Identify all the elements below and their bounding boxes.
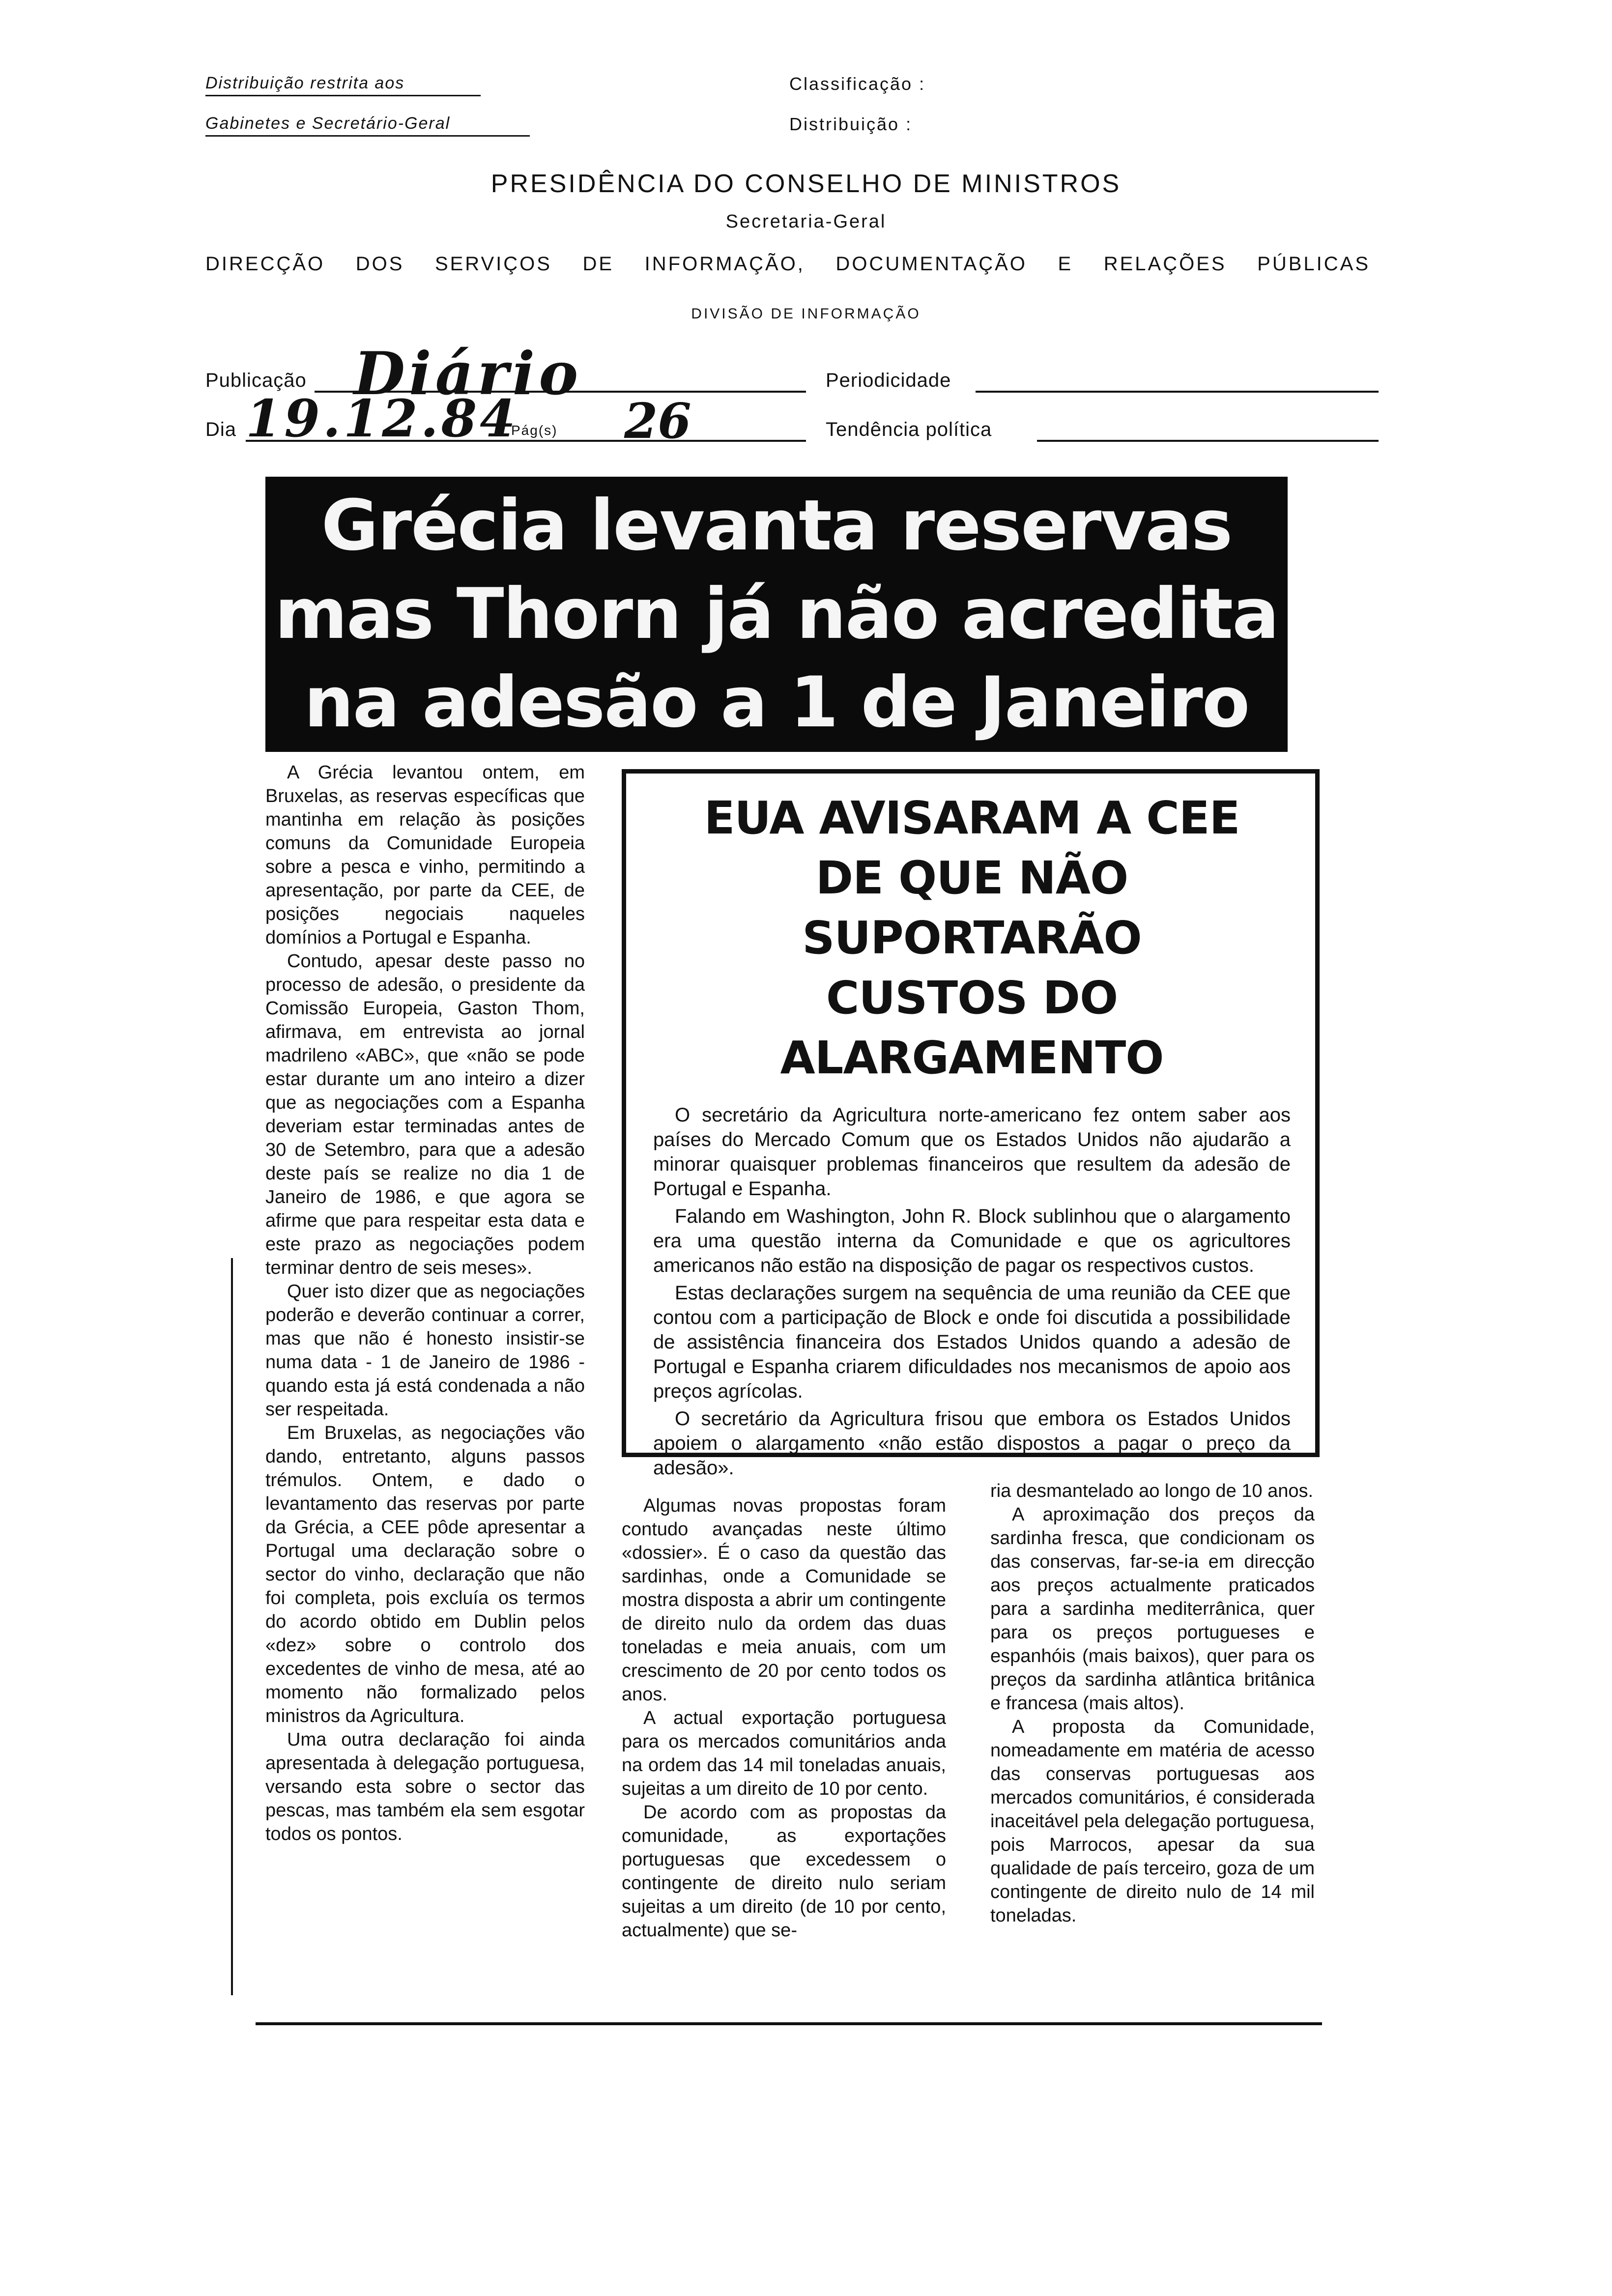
column-3-paragraph: A proposta da Comunidade, nomeadamente em matéria de acesso das conservas portuguesas aos mercados comunitários, é considerada inaceitável pela delegação portuguesa, pois Marrocos, apesar da sua qualidade de país terceiro, goza de um contingente de direito nulo de 14 mil toneladas. <box>990 1717 1315 1926</box>
bottom-rule <box>256 2022 1322 2025</box>
headline-line-3: na adesão a 1 de Janeiro <box>304 662 1249 743</box>
periodicity-blank <box>976 391 1379 393</box>
day-handwritten: 19.12.84 <box>246 388 518 449</box>
sidebar-title-line-2: DE QUE NÃO SUPORTARÃO <box>802 852 1142 964</box>
distribution-label: Distribuição : <box>789 114 913 134</box>
column-1-paragraph: Quer isto dizer que as negociações poderão e deverão continuar a correr, mas que não é honesto insistir-se numa data - 1 de Janeiro de 1986 - quando esta já está condenada a não ser respeitada. <box>265 1281 585 1420</box>
column-1-paragraph: Em Bruxelas, as negociações vão dando, entretanto, alguns passos trémulos. Ontem, e dado o levantamento das reservas por parte da Grécia, a CEE pôde apresentar a Portugal uma declaração sobre o sector do vinho, declaração que não foi completa, pois excluía os termos do acordo obtido em Dublin pelos «dez» sobre o controlo dos excedentes de vinho de mesa, até ao momento não formalizado pelos ministros da Agricultura. <box>265 1423 585 1726</box>
publication-label: Publicação <box>205 370 307 391</box>
column-1-paragraph: Contudo, apesar deste passo no processo de adesão, o presidente da Comissão Europeia, Gaston Thom, afirmava, em entrevista ao jornal madrileno «ABC», que «não se pode estar durante um ano inteiro a dizer que as negociações com a Espanha deveriam estar terminadas antes de 30 de Setembro, para que a adesão deste país se realize no dia 1 de Janeiro de 1986, e que agora se afirme que para respeitar esta data e este prazo as negociações podem terminar dentro de seis meses». <box>265 951 585 1278</box>
page-handwritten: 26 <box>624 393 691 450</box>
sidebar-paragraph: Estas declarações surgem na sequência de uma reunião da CEE que contou com a participação de Block e onde foi discutida a possibilidade de assistência financeira dos Estados Unidos quando a adesão de Portugal e Espanha criarem dificuldades nos mecanismos de apoio aos preços agrícolas. <box>653 1282 1291 1402</box>
sidebar-title-line-1: EUA AVISARAM A CEE <box>704 792 1240 844</box>
page-label: Pág(s) <box>511 423 558 438</box>
classification-label: Classificação : <box>789 74 926 94</box>
distribution-note-line2: Gabinetes e Secretário-Geral <box>205 114 530 137</box>
directorate-name: DIRECÇÃO DOS SERVIÇOS DE INFORMAÇÃO, DOCUMENTAÇÃO E RELAÇÕES PÚBLICAS <box>205 253 1370 275</box>
headline-line-2: mas Thorn já não acredita <box>274 574 1278 655</box>
political-tendency-blank <box>1037 440 1379 442</box>
sidebar-body <box>653 1103 1291 1480</box>
day-label: Dia <box>205 419 237 440</box>
headline-line-1: Grécia levanta reservas <box>321 485 1232 566</box>
article-column-2 <box>622 1494 946 1942</box>
periodicity-label: Periodicidade <box>826 370 951 391</box>
column-3-paragraph: A aproximação dos preços da sardinha fresca, que condicionam os das conservas, far-se-ia em direcção aos preços actualmente praticados para a sardinha mediterrânica, quer para os preços portugueses e espanhóis (mais baixos), quer para os preços da sardinha atlântica britânica e francesa (mais altos). <box>990 1504 1315 1714</box>
distribution-note-line1: Distribuição restrita aos <box>205 74 481 96</box>
column-2-paragraph: A actual exportação portuguesa para os mercados comunitários anda na ordem das 14 mil toneladas anuais, sujeitas a um direito de 10 por cento. <box>622 1708 946 1799</box>
sidebar-paragraph: O secretário da Agricultura frisou que embora os Estados Unidos apoiem o alargamento «não estão dispostos a pagar o preço da adesão». <box>653 1408 1291 1479</box>
political-tendency-label: Tendência política <box>826 419 992 440</box>
organization-title: PRESIDÊNCIA DO CONSELHO DE MINISTROS <box>490 170 1122 198</box>
column-1-paragraph: A Grécia levantou ontem, em Bruxelas, as reservas específicas que mantinha em relação às posições comuns da Comunidade Europeia sobre a pesca e vinho, permitindo a apresentação, por parte da CEE, de posições negociais naqueles domínios a Portugal e Espanha. <box>265 762 585 948</box>
column-1-paragraph: Uma outra declaração foi ainda apresentada à delegação portuguesa, versando esta sobre o sector das pescas, mas também ela sem esgotar todos os pontos. <box>265 1729 585 1844</box>
day-blank <box>246 440 806 442</box>
column-rule-left <box>231 1258 233 1995</box>
sidebar-title-line-3: CUSTOS DO ALARGAMENTO <box>780 972 1164 1084</box>
article-column-3 <box>990 1479 1315 1927</box>
article-column-1 <box>265 761 585 1846</box>
headline-banner <box>265 477 1288 752</box>
sidebar-paragraph: Falando em Washington, John R. Block sublinhou que o alargamento era uma questão interna da Comunidade e que os agricultores americanos não estão na disposição de pagar os respectivos custos. <box>653 1205 1291 1276</box>
column-3-paragraph: ria desmantelado ao longo de 10 anos. <box>990 1481 1314 1501</box>
division-name: DIVISÃO DE INFORMAÇÃO <box>691 306 921 322</box>
secretariat-name: Secretaria-Geral <box>725 211 887 232</box>
publication-handwritten: Diário <box>354 339 582 408</box>
sidebar-box-eua <box>622 769 1320 1479</box>
sidebar-paragraph: O secretário da Agricultura norte-americano fez ontem saber aos países do Mercado Comum que os Estados Unidos não ajudarão a minorar quaisquer problemas financeiros que resultem da adesão de Portugal e Espanha. <box>653 1104 1291 1200</box>
column-2-paragraph: De acordo com as propostas da comunidade, as exportações portuguesas que excedessem o contingente de direito nulo seriam sujeitas a um direito (de 10 por cento, actualmente) que se- <box>622 1802 946 1941</box>
column-2-paragraph: Algumas novas propostas foram contudo avançadas neste último «dossier». É o caso da questão das sardinhas, onde a Comunidade se mostra disposta a abrir um contingente de direito nulo da ordem das duas toneladas e meia anuais, com um crescimento de 20 por cento todos os anos. <box>622 1495 946 1705</box>
